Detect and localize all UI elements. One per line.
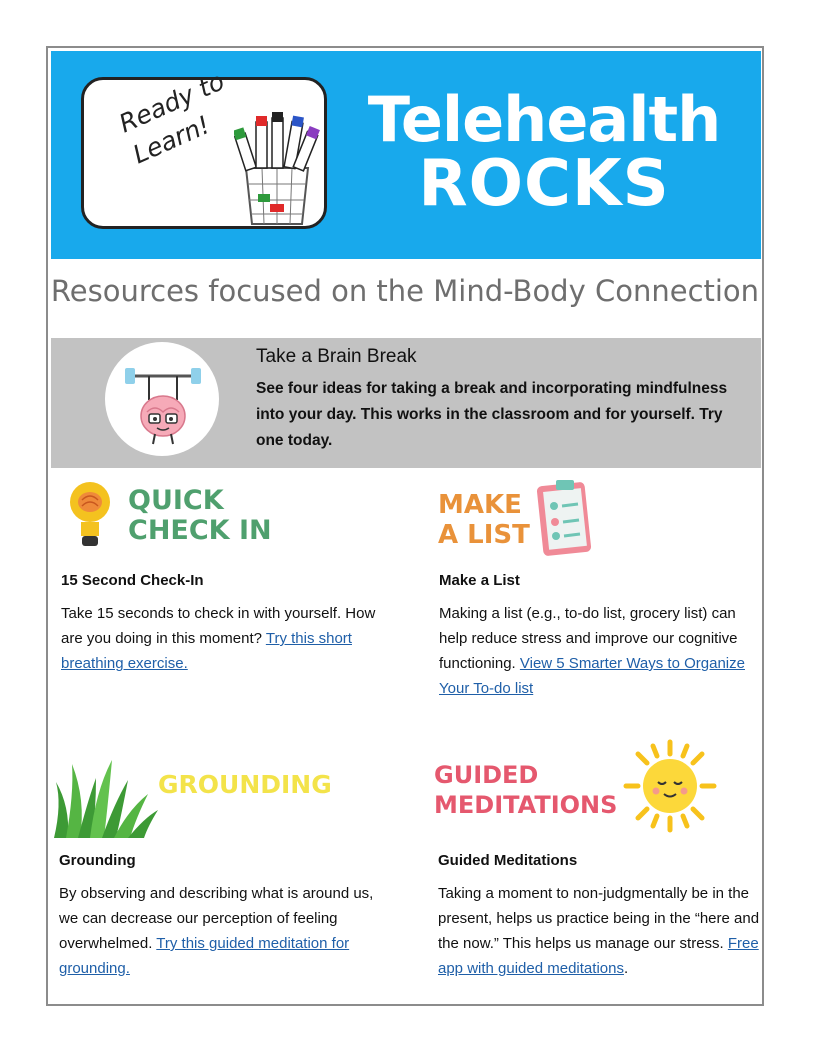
guided-meditations-tail: .: [623, 960, 629, 977]
ready-to-learn-text: Ready to Learn!: [114, 66, 229, 170]
make-a-list-logo: [438, 490, 530, 550]
guided-meditations-body: [438, 881, 764, 981]
grounding-text: By observing and describing what is around us, we can decrease our perception of feeling overwhelmed.: [59, 885, 374, 952]
brain-break-title: Take a Brain Break: [256, 346, 417, 367]
grounding-logo: GROUNDING: [158, 770, 332, 799]
header-banner: [51, 51, 761, 259]
lightbulb-brain-icon: [68, 478, 112, 550]
make-a-list-body: [439, 601, 763, 701]
smarter-todo-list-link[interactable]: View 5 Smarter Ways to Organize Your To-do list: [439, 655, 745, 697]
guided-logo-line2: MEDITATIONS: [434, 791, 618, 819]
clipboard-checklist-icon: [534, 476, 596, 560]
guided-meditations-text: Taking a moment to non-judgmentally be in the present, helps us practice being in the “here and the now.” This helps us manage our stress.: [438, 885, 760, 952]
quick-check-in-section: [61, 572, 391, 676]
list-logo-line2: A LIST: [438, 520, 530, 550]
make-a-list-text: Making a list (e.g., to-do list, grocery list) can help reduce stress and improve our cognitive functioning.: [439, 605, 738, 672]
quick-logo-line2: CHECK IN: [128, 515, 272, 546]
grounding-meditation-link[interactable]: Try this guided meditation for grounding.: [59, 935, 350, 977]
guided-meditations-title: Guided Meditations: [438, 852, 578, 869]
banner-title: [339, 83, 749, 221]
page-subtitle: Resources focused on the Mind-Body Connection: [50, 274, 760, 308]
grounding-section: [59, 852, 389, 981]
guided-meditations-logo: [434, 760, 617, 820]
grass-icon: [52, 754, 160, 838]
quick-logo-line1: QUICK: [128, 485, 224, 516]
guided-meditations-app-link[interactable]: Free app with guided meditations: [438, 935, 759, 977]
make-a-list-title: Make a List: [439, 572, 520, 589]
brain-lifting-weights-icon: [105, 342, 219, 456]
title-telehealth: Telehealth: [367, 83, 721, 156]
marker-cup-icon: [234, 110, 320, 228]
brain-break-banner: [51, 338, 761, 468]
grounding-title: Grounding: [59, 852, 136, 869]
make-a-list-section: [439, 572, 763, 701]
brain-icon-circle: [105, 342, 219, 456]
quick-check-in-logo: [128, 486, 272, 546]
quick-check-in-title: 15 Second Check-In: [61, 572, 204, 589]
guided-logo-line1: GUIDED: [434, 761, 539, 789]
quick-check-in-body: [61, 601, 391, 676]
smiling-sun-icon: [620, 738, 720, 834]
ready-to-learn-card: [81, 66, 327, 229]
guided-meditations-section: [438, 852, 764, 981]
quick-check-in-text: Take 15 seconds to check in with yourself. How are you doing in this moment?: [61, 605, 376, 647]
title-rocks: ROCKS: [418, 147, 670, 221]
list-logo-line1: MAKE: [438, 490, 522, 520]
page-frame: [46, 46, 764, 1006]
breathing-exercise-link[interactable]: Try this short breathing exercise.: [61, 630, 352, 672]
brain-break-description: See four ideas for taking a break and incorporating mindfulness into your day. This works in the classroom and for yourself. Try one today.: [256, 380, 728, 449]
grounding-body: [59, 881, 389, 981]
